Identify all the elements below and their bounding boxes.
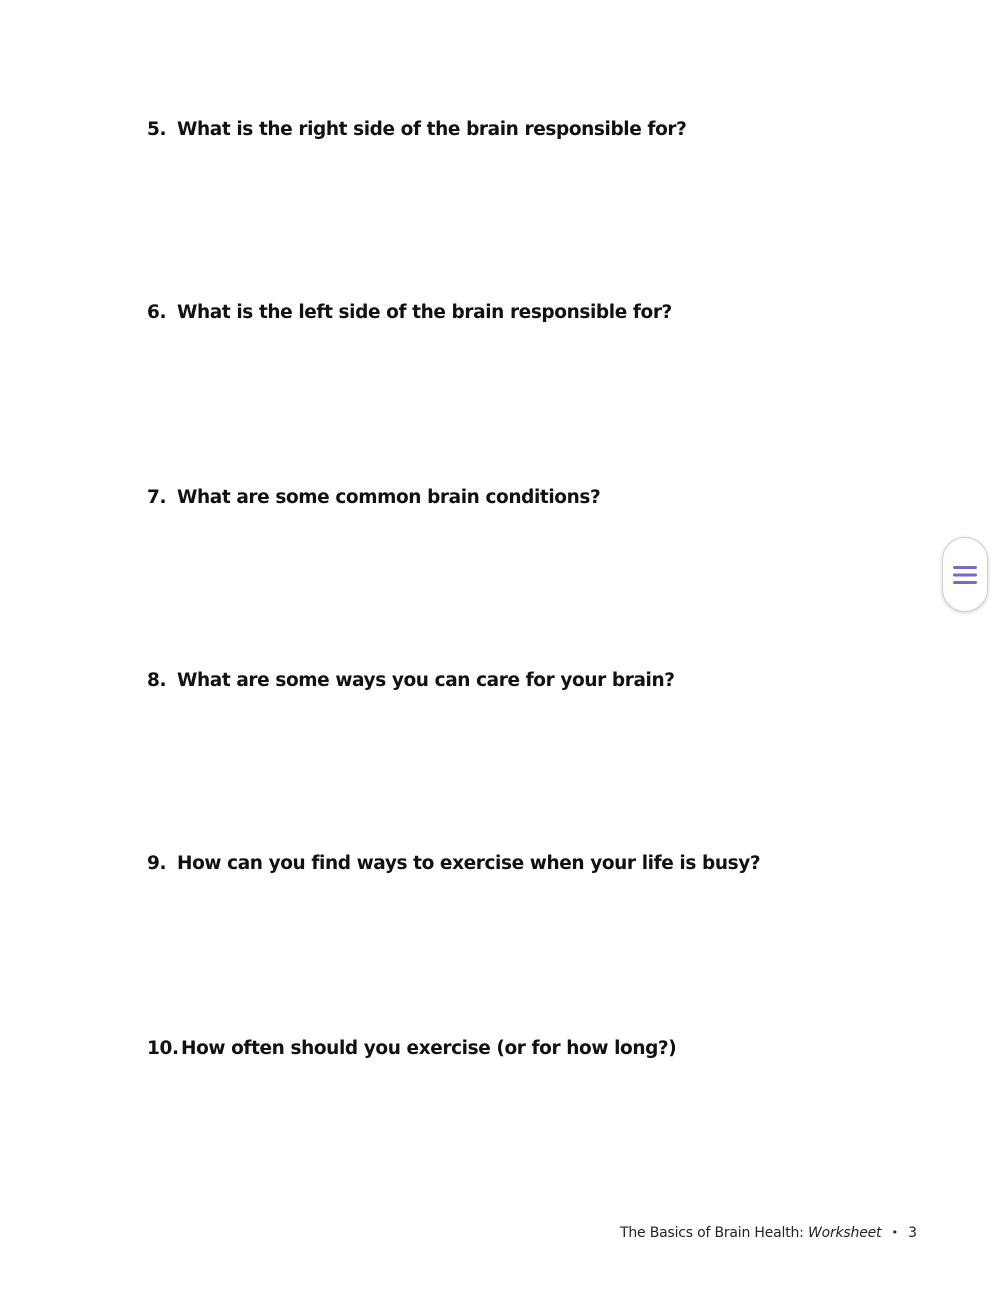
page-footer: [620, 1223, 917, 1243]
question-text: How can you find ways to exercise when your life is busy?: [177, 853, 761, 874]
question-8: [147, 669, 675, 693]
question-number: 8.: [147, 670, 167, 691]
menu-button[interactable]: [942, 537, 988, 612]
question-text: What are some common brain conditions?: [177, 487, 601, 508]
question-number: 5.: [147, 119, 167, 140]
footer-subtitle: Worksheet: [807, 1225, 882, 1241]
hamburger-menu-icon: [952, 564, 978, 586]
footer-separator: •: [891, 1226, 898, 1239]
question-7: [147, 486, 600, 510]
question-9: [147, 852, 760, 876]
question-number: 10.: [147, 1038, 179, 1059]
footer-title: The Basics of Brain Health:: [620, 1225, 804, 1241]
question-text: What are some ways you can care for your brain?: [177, 670, 675, 691]
question-5: [147, 118, 686, 142]
question-number: 6.: [147, 302, 167, 323]
question-text: What is the right side of the brain responsible for?: [177, 119, 687, 140]
question-6: [147, 301, 672, 325]
question-text: What is the left side of the brain responsible for?: [177, 302, 672, 323]
page-number: 3: [908, 1225, 917, 1241]
question-text: How often should you exercise (or for how long?): [181, 1038, 677, 1059]
question-number: 7.: [147, 487, 167, 508]
question-10: [147, 1037, 676, 1061]
question-number: 9.: [147, 853, 167, 874]
